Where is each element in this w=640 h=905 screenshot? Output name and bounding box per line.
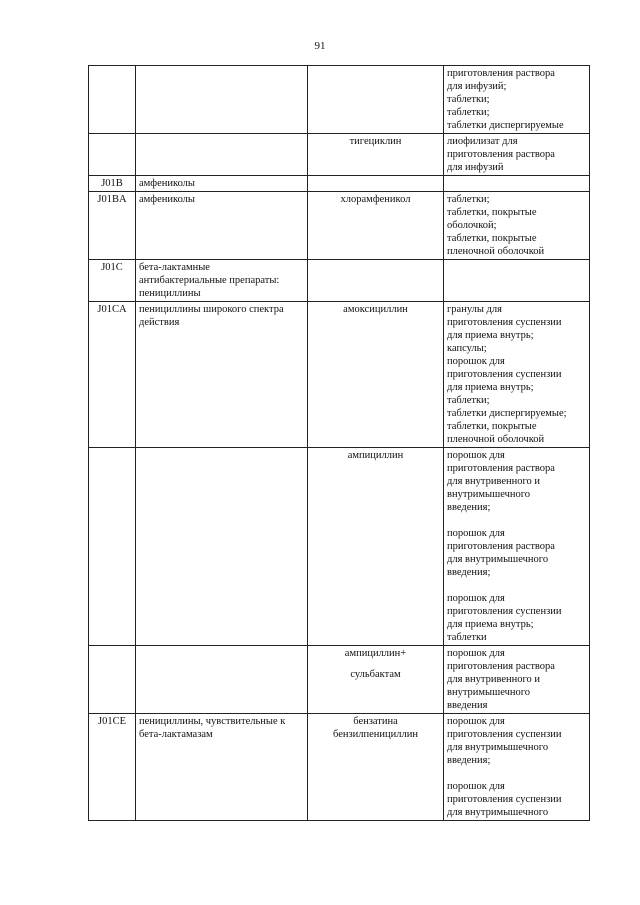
dosage-forms-cell — [444, 448, 590, 646]
text-line: порошок для — [447, 781, 505, 792]
text-line: введения; — [447, 567, 491, 578]
text-line: приготовления раствора — [447, 541, 555, 552]
text-line: бета-лактамные — [139, 262, 210, 273]
text-line: введения; — [447, 755, 491, 766]
text-line: таблетки; — [447, 107, 490, 118]
text-line: приготовления суспензии — [447, 729, 562, 740]
text-line: амфениколы — [139, 194, 195, 205]
dosage-forms-cell — [444, 66, 590, 134]
text-line: капсулы; — [447, 343, 487, 354]
text-line: гранулы для — [447, 304, 502, 315]
text-line: для инфузий; — [447, 81, 507, 92]
text-line: введения — [447, 700, 488, 711]
text-line: действия — [139, 317, 180, 328]
text-line: для внутривенного и — [447, 674, 541, 685]
drug-name-cell — [308, 448, 444, 646]
text-line: таблетки; — [447, 194, 490, 205]
table-row — [89, 646, 590, 714]
table-row — [89, 66, 590, 134]
group-name-cell — [136, 646, 308, 714]
text-line: бензилпенициллин — [333, 729, 418, 740]
text-line: пленочной оболочкой — [447, 434, 545, 445]
dosage-forms-cell — [444, 646, 590, 714]
text-line: введения; — [447, 502, 491, 513]
atc-code-cell — [89, 448, 136, 646]
drug-name-cell — [308, 134, 444, 176]
text-line: для внутримышечного — [447, 554, 549, 565]
text-line: порошок для — [447, 716, 505, 727]
text-line: ампициллин — [347, 450, 404, 461]
text-line: таблетки; — [447, 395, 490, 406]
text-line: пенициллины — [139, 288, 201, 299]
text-line: приготовления раствора — [447, 463, 555, 474]
text-line: для внутримышечного — [447, 807, 549, 818]
group-name-cell — [136, 260, 308, 302]
dosage-forms-cell — [444, 192, 590, 260]
text-line: тигециклин — [349, 136, 402, 147]
text-line: пенициллины широкого спектра — [139, 304, 284, 315]
text-line: таблетки, покрытые — [447, 233, 537, 244]
drug-name-cell — [308, 192, 444, 260]
text-line: антибактериальные препараты: — [139, 275, 280, 286]
atc-code-cell — [89, 714, 136, 821]
atc-code-cell — [89, 176, 136, 192]
group-name-cell — [136, 192, 308, 260]
dosage-forms-cell — [444, 714, 590, 821]
text-line: амфениколы — [139, 178, 195, 189]
blank-line — [447, 767, 586, 780]
text-line: для внутримышечного — [447, 742, 549, 753]
text-line: таблетки, покрытые — [447, 421, 537, 432]
dosage-forms-cell — [444, 176, 590, 192]
text-line: для внутривенного и — [447, 476, 541, 487]
text-line: для инфузий — [447, 162, 504, 173]
drug-name-cell — [308, 302, 444, 448]
group-name-cell — [136, 176, 308, 192]
text-line: J01B — [101, 178, 123, 189]
group-name-cell — [136, 66, 308, 134]
text-line: пенициллины, чувствительные к — [139, 716, 286, 727]
text-line: порошок для — [447, 648, 505, 659]
text-line: для приема внутрь; — [447, 330, 534, 341]
dosage-forms-cell — [444, 134, 590, 176]
text-line: амоксициллин — [343, 304, 408, 315]
text-line: J01CA — [97, 304, 127, 315]
text-line: приготовления суспензии — [447, 369, 562, 380]
drug-name-cell — [308, 66, 444, 134]
atc-code-cell — [89, 66, 136, 134]
text-line: таблетки — [447, 632, 487, 643]
text-line: приготовления суспензии — [447, 794, 562, 805]
dosage-forms-cell — [444, 302, 590, 448]
group-name-cell — [136, 302, 308, 448]
table-row — [89, 714, 590, 821]
text-line: оболочкой; — [447, 220, 497, 231]
drug-name-cell — [308, 646, 444, 714]
drug-name-cell — [308, 714, 444, 821]
table-row — [89, 448, 590, 646]
atc-code-cell — [89, 302, 136, 448]
text-line: приготовления раствора — [447, 149, 555, 160]
page-number: 91 — [314, 40, 326, 52]
atc-code-cell — [89, 260, 136, 302]
text-line: лиофилизат для — [447, 136, 518, 147]
group-name-cell — [136, 448, 308, 646]
blank-line — [447, 514, 586, 527]
text-line: для приема внутрь; — [447, 619, 534, 630]
text-line: приготовления суспензии — [447, 606, 562, 617]
table-row — [89, 302, 590, 448]
dosage-forms-cell — [444, 260, 590, 302]
table-row — [89, 134, 590, 176]
group-name-cell — [136, 134, 308, 176]
atc-code-cell — [89, 134, 136, 176]
table-row — [89, 192, 590, 260]
text-line: внутримышечного — [447, 687, 531, 698]
group-name-cell — [136, 714, 308, 821]
atc-code-cell — [89, 646, 136, 714]
text-line: таблетки, покрытые — [447, 207, 537, 218]
text-line: таблетки диспергируемые; — [447, 408, 567, 419]
blank-line — [447, 579, 586, 592]
text-line: внутримышечного — [447, 489, 531, 500]
text-line: сульбактам — [350, 669, 401, 680]
text-line: порошок для — [447, 356, 505, 367]
text-line: приготовления раствора — [447, 68, 555, 79]
text-line: бензатина — [353, 716, 398, 727]
drug-name-cell — [308, 176, 444, 192]
text-line: J01BA — [97, 194, 127, 205]
text-line: приготовления раствора — [447, 661, 555, 672]
table-row — [89, 260, 590, 302]
text-line: ампициллин+ — [344, 648, 407, 659]
text-line: J01CE — [97, 716, 126, 727]
text-line: пленочной оболочкой — [447, 246, 545, 257]
drug-name-cell — [308, 260, 444, 302]
atc-code-cell — [89, 192, 136, 260]
text-line: J01C — [101, 262, 123, 273]
text-line: приготовления суспензии — [447, 317, 562, 328]
text-line: бета-лактамазам — [139, 729, 213, 740]
text-line: для приема внутрь; — [447, 382, 534, 393]
blank-line — [311, 660, 440, 668]
drug-classification-table — [88, 65, 590, 821]
text-line: порошок для — [447, 528, 505, 539]
table-row — [89, 176, 590, 192]
text-line: порошок для — [447, 450, 505, 461]
text-line: порошок для — [447, 593, 505, 604]
text-line: таблетки; — [447, 94, 490, 105]
text-line: хлорамфеникол — [340, 194, 411, 205]
text-line: таблетки диспергируемые — [447, 120, 564, 131]
